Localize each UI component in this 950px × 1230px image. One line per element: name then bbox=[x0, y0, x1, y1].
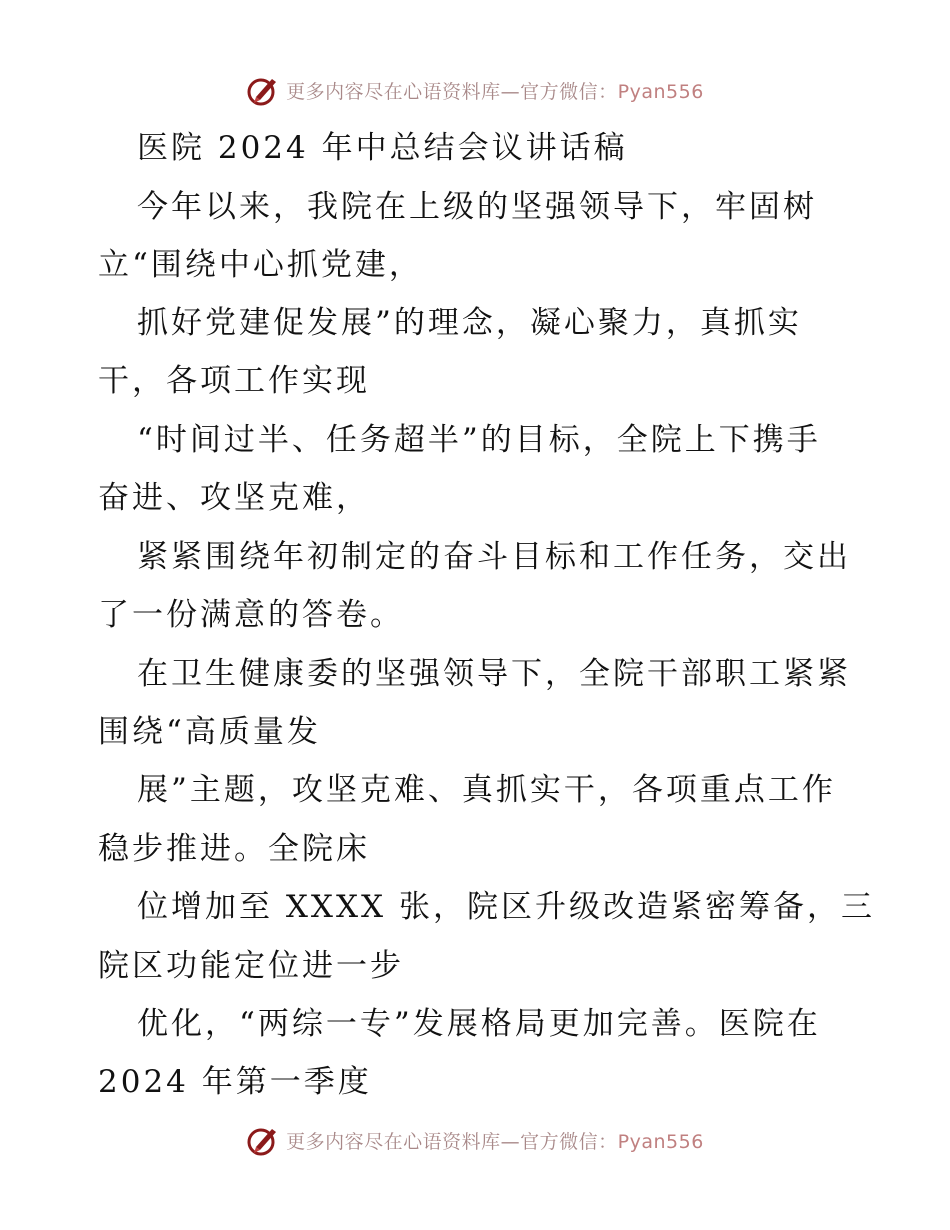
paragraph-line: 在卫生健康委的坚强领导下，全院干部职工紧紧 bbox=[137, 656, 851, 692]
paragraph-line: 围绕“高质量发 bbox=[98, 714, 321, 750]
paragraph-line: 稳步推进。全院床 bbox=[98, 831, 370, 867]
paragraph-line: 了一份满意的答卷。 bbox=[98, 597, 404, 633]
paragraph-line: 干，各项工作实现 bbox=[98, 363, 370, 399]
paragraph-line: 院区功能定位进一步 bbox=[98, 948, 404, 984]
banner-text: 更多内容尽在心语资料库—官方微信：Pyan556 bbox=[286, 1130, 704, 1153]
paragraph-line: 抓好党建促发展”的理念，凝心聚力，真抓实 bbox=[137, 305, 802, 341]
pen-circle-logo-icon bbox=[246, 1123, 280, 1157]
paragraph-line: 紧紧围绕年初制定的奋斗目标和工作任务，交出 bbox=[137, 539, 851, 575]
footer-banner bbox=[0, 1120, 950, 1160]
paragraph-line: 今年以来，我院在上级的坚强领导下，牢固树 bbox=[137, 189, 817, 225]
paragraph-line: 立“围绕中心抓党建， bbox=[98, 247, 423, 283]
paragraph-line: 展”主题，攻坚克难、真抓实干，各项重点工作 bbox=[137, 772, 836, 808]
paragraph-line: 2024 年第一季度 bbox=[98, 1064, 372, 1100]
paragraph-line: 优化，“两综一专”发展格局更加完善。医院在 bbox=[137, 1006, 821, 1042]
document-title: 医院 2024 年中总结会议讲话稿 bbox=[137, 130, 628, 166]
banner-text: 更多内容尽在心语资料库—官方微信：Pyan556 bbox=[286, 80, 704, 103]
paragraph-line: “时间过半、任务超半”的目标，全院上下携手 bbox=[137, 422, 821, 458]
paragraph-line: 奋进、攻坚克难， bbox=[98, 480, 370, 516]
paragraph-line: 位增加至 XXXX 张，院区升级改造紧密筹备，三 bbox=[137, 889, 875, 925]
